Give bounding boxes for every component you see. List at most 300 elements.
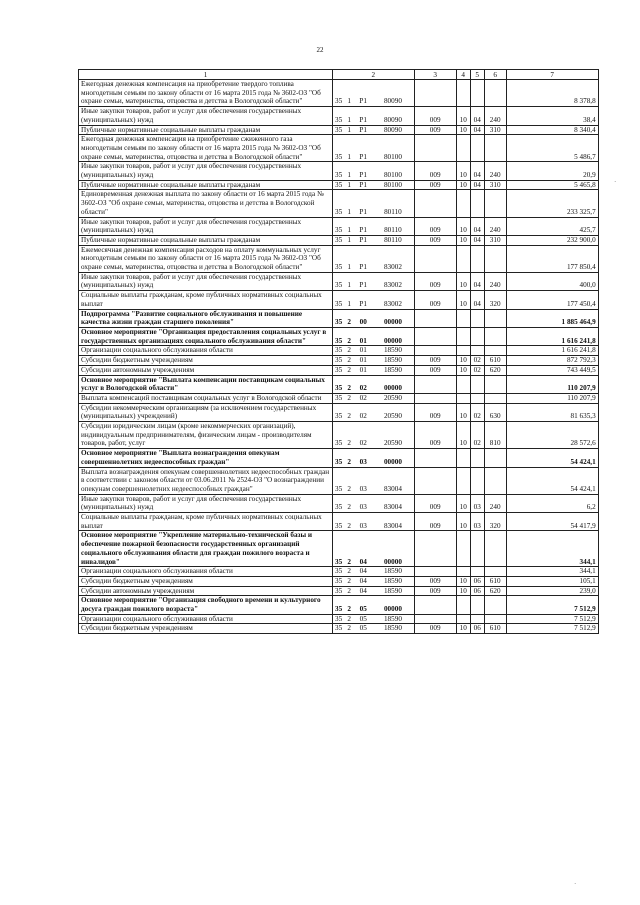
code-subprogram: 2 — [344, 422, 354, 449]
ministry-code — [414, 375, 456, 393]
expense-type-code: 240 — [484, 217, 506, 235]
ministry-code: 009 — [414, 180, 456, 190]
code-direction: 18590 — [372, 346, 414, 356]
code-program: 35 — [333, 180, 345, 190]
code-activity: 02 — [354, 375, 372, 393]
table-row — [79, 576, 599, 586]
table-row — [79, 403, 599, 421]
code-activity: Р1 — [354, 107, 372, 125]
code-subprogram: 1 — [344, 135, 354, 162]
code-direction: 80100 — [372, 180, 414, 190]
ministry-code: 009 — [414, 494, 456, 512]
ministry-code — [414, 596, 456, 614]
code-program: 35 — [333, 513, 345, 531]
expense-type-code — [484, 567, 506, 577]
ministry-code: 009 — [414, 356, 456, 366]
code-activity: 05 — [354, 614, 372, 624]
code-direction: 80100 — [372, 162, 414, 180]
amount-value: 344,1 — [506, 531, 598, 567]
section-code — [456, 375, 470, 393]
table-row — [79, 135, 599, 162]
code-program: 35 — [333, 531, 345, 567]
ministry-code: 009 — [414, 162, 456, 180]
code-activity: 02 — [354, 393, 372, 403]
subsection-code: 06 — [470, 576, 484, 586]
code-program: 35 — [333, 346, 345, 356]
subsection-code — [470, 614, 484, 624]
section-code — [456, 567, 470, 577]
code-direction: 80090 — [372, 107, 414, 125]
code-subprogram: 2 — [344, 309, 354, 327]
header-col-4: 4 — [456, 70, 470, 80]
margin-mark: · — [614, 178, 617, 186]
code-program: 35 — [333, 494, 345, 512]
code-activity: 01 — [354, 346, 372, 356]
section-code — [456, 190, 470, 217]
expense-type-code: 620 — [484, 365, 506, 375]
code-activity: 01 — [354, 327, 372, 345]
code-subprogram: 1 — [344, 162, 354, 180]
table-row — [79, 346, 599, 356]
expense-type-code — [484, 245, 506, 272]
expense-type-code: 620 — [484, 586, 506, 596]
section-code: 10 — [456, 586, 470, 596]
row-name: Публичные нормативные социальные выплаты гражданам — [79, 180, 333, 190]
expense-type-code: 240 — [484, 162, 506, 180]
ministry-code: 009 — [414, 272, 456, 290]
code-direction: 00000 — [372, 531, 414, 567]
code-activity: Р1 — [354, 190, 372, 217]
code-program: 35 — [333, 107, 345, 125]
section-code: 10 — [456, 217, 470, 235]
code-subprogram: 2 — [344, 449, 354, 467]
section-code: 10 — [456, 107, 470, 125]
expense-type-code: 240 — [484, 107, 506, 125]
table-row — [79, 531, 599, 567]
expense-type-code — [484, 614, 506, 624]
expense-type-code — [484, 327, 506, 345]
code-program: 35 — [333, 217, 345, 235]
code-activity: 04 — [354, 567, 372, 577]
code-direction: 18590 — [372, 576, 414, 586]
subsection-code — [470, 80, 484, 107]
section-code: 10 — [456, 162, 470, 180]
amount-value: 81 635,3 — [506, 403, 598, 421]
ministry-code: 009 — [414, 422, 456, 449]
ministry-code — [414, 135, 456, 162]
ministry-code — [414, 80, 456, 107]
code-subprogram: 2 — [344, 365, 354, 375]
section-code — [456, 596, 470, 614]
expense-type-code — [484, 393, 506, 403]
subsection-code: 04 — [470, 107, 484, 125]
code-subprogram: 1 — [344, 125, 354, 135]
expense-type-code: 310 — [484, 235, 506, 245]
code-program: 35 — [333, 576, 345, 586]
amount-value: 5 465,8 — [506, 180, 598, 190]
amount-value: 1 885 464,9 — [506, 309, 598, 327]
code-program: 35 — [333, 135, 345, 162]
code-direction: 18590 — [372, 624, 414, 634]
subsection-code: 03 — [470, 513, 484, 531]
row-name: Иные закупки товаров, работ и услуг для обеспечения государственных (муниципальных) нужд — [79, 494, 333, 512]
subsection-code — [470, 135, 484, 162]
amount-value: 8 378,8 — [506, 80, 598, 107]
code-direction: 00000 — [372, 449, 414, 467]
expense-type-code: 610 — [484, 356, 506, 366]
row-name: Субсидии бюджетным учреждениям — [79, 624, 333, 634]
expense-type-code: 810 — [484, 422, 506, 449]
row-name: Основное мероприятие "Выплата вознаграждения опекунам совершеннолетних недееспособных граждан" — [79, 449, 333, 467]
code-activity: Р1 — [354, 135, 372, 162]
ministry-code — [414, 467, 456, 494]
ministry-code — [414, 393, 456, 403]
subsection-code: 04 — [470, 217, 484, 235]
section-code — [456, 467, 470, 494]
row-name: Субсидии некоммерческим организациям (за исключением государственных (муниципальных) учреждений) — [79, 403, 333, 421]
code-activity: 03 — [354, 494, 372, 512]
amount-value: 5 486,7 — [506, 135, 598, 162]
code-subprogram: 1 — [344, 80, 354, 107]
row-name: Субсидии юридическим лицам (кроме некоммерческих организаций), индивидуальным предпринимателям, физическим лицам - производителям товаров, работ, услуг — [79, 422, 333, 449]
table-row — [79, 467, 599, 494]
code-program: 35 — [333, 586, 345, 596]
header-col-3: 3 — [414, 70, 456, 80]
code-program: 35 — [333, 291, 345, 309]
amount-value: 425,7 — [506, 217, 598, 235]
code-subprogram: 2 — [344, 346, 354, 356]
row-name: Социальные выплаты гражданам, кроме публичных нормативных социальных выплат — [79, 513, 333, 531]
amount-value: 1 616 241,8 — [506, 346, 598, 356]
code-program: 35 — [333, 567, 345, 577]
code-activity: Р1 — [354, 245, 372, 272]
amount-value: 232 900,0 — [506, 235, 598, 245]
row-name: Публичные нормативные социальные выплаты гражданам — [79, 235, 333, 245]
code-activity: Р1 — [354, 235, 372, 245]
code-direction: 00000 — [372, 309, 414, 327]
code-activity: 02 — [354, 403, 372, 421]
code-program: 35 — [333, 614, 345, 624]
page-number: 22 — [316, 46, 324, 54]
amount-value: 105,1 — [506, 576, 598, 586]
code-program: 35 — [333, 125, 345, 135]
amount-value: 54 417,9 — [506, 513, 598, 531]
expense-type-code — [484, 80, 506, 107]
table-row — [79, 125, 599, 135]
code-subprogram: 2 — [344, 586, 354, 596]
row-name: Организации социального обслуживания области — [79, 567, 333, 577]
row-name: Субсидии бюджетным учреждениям — [79, 356, 333, 366]
section-code — [456, 309, 470, 327]
row-name: Основное мероприятие "Выплата компенсации поставщикам социальных услуг в Вологодской области" — [79, 375, 333, 393]
ministry-code: 009 — [414, 586, 456, 596]
row-name: Иные закупки товаров, работ и услуг для обеспечения государственных (муниципальных) нужд — [79, 272, 333, 290]
code-direction: 20590 — [372, 393, 414, 403]
ministry-code: 009 — [414, 291, 456, 309]
header-row — [79, 70, 599, 80]
table-row — [79, 365, 599, 375]
row-name: Иные закупки товаров, работ и услуг для обеспечения государственных (муниципальных) нужд — [79, 107, 333, 125]
amount-value: 872 792,3 — [506, 356, 598, 366]
header-col-7: 7 — [506, 70, 598, 80]
table-row — [79, 107, 599, 125]
section-code — [456, 531, 470, 567]
amount-value: 28 572,6 — [506, 422, 598, 449]
table-row — [79, 393, 599, 403]
code-subprogram: 1 — [344, 217, 354, 235]
expense-type-code: 610 — [484, 624, 506, 634]
subsection-code: 04 — [470, 125, 484, 135]
code-direction: 80110 — [372, 235, 414, 245]
code-program: 35 — [333, 449, 345, 467]
expense-type-code — [484, 135, 506, 162]
row-name: Подпрограмма "Развитие социального обслуживания и повышение качества жизни граждан старшего поколения" — [79, 309, 333, 327]
section-code: 10 — [456, 513, 470, 531]
row-name: Ежегодная денежная компенсация на приобретение сжиженного газа многодетным семьям по закону области от 16 марта 2015 года № 3602-ОЗ "Об охране семьи, материнства, отцовства и детства в Вологодской области" — [79, 135, 333, 162]
ministry-code: 009 — [414, 107, 456, 125]
amount-value: 1 616 241,8 — [506, 327, 598, 345]
subsection-code — [470, 309, 484, 327]
amount-value: 7 512,9 — [506, 624, 598, 634]
subsection-code: 04 — [470, 180, 484, 190]
expense-type-code — [484, 375, 506, 393]
code-direction: 18590 — [372, 614, 414, 624]
subsection-code — [470, 393, 484, 403]
subsection-code: 06 — [470, 624, 484, 634]
row-name: Публичные нормативные социальные выплаты гражданам — [79, 125, 333, 135]
code-program: 35 — [333, 375, 345, 393]
row-name: Ежемесячная денежная компенсация расходов на оплату коммунальных услуг многодетным семьям по закону области от 16 марта 2015 года № 3602-ОЗ "Об охране семьи, материнства, отцовства и детства в Вологодской области" — [79, 245, 333, 272]
code-direction: 20590 — [372, 403, 414, 421]
section-code: 10 — [456, 576, 470, 586]
code-program: 35 — [333, 235, 345, 245]
ministry-code — [414, 190, 456, 217]
section-code: 10 — [456, 235, 470, 245]
section-code: 10 — [456, 125, 470, 135]
header-col-5: 5 — [470, 70, 484, 80]
code-program: 35 — [333, 245, 345, 272]
section-code — [456, 449, 470, 467]
ministry-code — [414, 531, 456, 567]
code-subprogram: 1 — [344, 107, 354, 125]
code-subprogram: 2 — [344, 624, 354, 634]
amount-value: 7 512,9 — [506, 614, 598, 624]
code-subprogram: 1 — [344, 190, 354, 217]
section-code — [456, 245, 470, 272]
row-name: Организации социального обслуживания области — [79, 346, 333, 356]
code-program: 35 — [333, 162, 345, 180]
code-activity: Р1 — [354, 180, 372, 190]
amount-value: 743 449,5 — [506, 365, 598, 375]
subsection-code: 02 — [470, 365, 484, 375]
row-name: Организации социального обслуживания области — [79, 614, 333, 624]
code-subprogram: 2 — [344, 531, 354, 567]
expense-type-code: 630 — [484, 403, 506, 421]
section-code — [456, 393, 470, 403]
code-program: 35 — [333, 190, 345, 217]
subsection-code — [470, 190, 484, 217]
code-activity: 01 — [354, 356, 372, 366]
ministry-code: 009 — [414, 365, 456, 375]
table-row — [79, 513, 599, 531]
ministry-code — [414, 449, 456, 467]
subsection-code — [470, 596, 484, 614]
subsection-code: 04 — [470, 162, 484, 180]
row-name: Выплата вознаграждения опекунам совершеннолетних недееспособных граждан в соответствии с законом области от 03.06.2011 № 2524-ОЗ "О вознаграждении опекунам совершеннолетних недееспособных граждан" — [79, 467, 333, 494]
expense-type-code — [484, 190, 506, 217]
code-program: 35 — [333, 327, 345, 345]
code-subprogram: 1 — [344, 235, 354, 245]
row-name: Иные закупки товаров, работ и услуг для обеспечения государственных (муниципальных) нужд — [79, 217, 333, 235]
expense-type-code: 320 — [484, 291, 506, 309]
code-program: 35 — [333, 422, 345, 449]
code-program: 35 — [333, 403, 345, 421]
section-code — [456, 80, 470, 107]
subsection-code: 03 — [470, 494, 484, 512]
expense-type-code — [484, 309, 506, 327]
code-activity: Р1 — [354, 162, 372, 180]
section-code: 10 — [456, 422, 470, 449]
code-direction: 83004 — [372, 494, 414, 512]
expense-type-code — [484, 531, 506, 567]
table-row — [79, 356, 599, 366]
subsection-code: 04 — [470, 235, 484, 245]
ministry-code: 009 — [414, 217, 456, 235]
table-row — [79, 180, 599, 190]
table-row — [79, 190, 599, 217]
row-name: Субсидии автономным учреждениям — [79, 365, 333, 375]
row-name: Основное мероприятие "Организация предоставления социальных услуг в государственных организациях социального обслуживания области" — [79, 327, 333, 345]
amount-value: 8 340,4 — [506, 125, 598, 135]
row-name: Выплата компенсаций поставщикам социальных услуг в Вологодской области — [79, 393, 333, 403]
expense-type-code: 310 — [484, 180, 506, 190]
section-code: 10 — [456, 365, 470, 375]
code-program: 35 — [333, 272, 345, 290]
ministry-code — [414, 346, 456, 356]
amount-value: 20,9 — [506, 162, 598, 180]
table-row — [79, 422, 599, 449]
section-code: 10 — [456, 180, 470, 190]
code-subprogram: 2 — [344, 513, 354, 531]
row-name: Единовременная денежная выплата по закону области от 16 марта 2015 года № 3602-ОЗ "Об охране семьи, материнства, отцовства и детства в Вологодской области" — [79, 190, 333, 217]
amount-value: 7 512,9 — [506, 596, 598, 614]
code-program: 35 — [333, 309, 345, 327]
code-activity: 03 — [354, 449, 372, 467]
code-activity: 02 — [354, 422, 372, 449]
amount-value: 400,0 — [506, 272, 598, 290]
expense-type-code: 240 — [484, 494, 506, 512]
code-subprogram: 2 — [344, 467, 354, 494]
subsection-code: 02 — [470, 422, 484, 449]
row-name: Ежегодная денежная компенсация на приобретение твердого топлива многодетным семьям по закону области от 16 марта 2015 года № 3602-ОЗ "Об охране семьи, материнства, отцовства и детства в Вологодской области" — [79, 80, 333, 107]
code-subprogram: 1 — [344, 180, 354, 190]
ministry-code: 009 — [414, 624, 456, 634]
table-row — [79, 375, 599, 393]
code-direction: 18590 — [372, 586, 414, 596]
subsection-code — [470, 567, 484, 577]
code-subprogram: 2 — [344, 494, 354, 512]
budget-table — [78, 69, 599, 634]
ministry-code — [414, 245, 456, 272]
table-row — [79, 567, 599, 577]
amount-value: 110 207,9 — [506, 393, 598, 403]
code-subprogram: 1 — [344, 272, 354, 290]
code-program: 35 — [333, 624, 345, 634]
ministry-code: 009 — [414, 125, 456, 135]
code-subprogram: 2 — [344, 596, 354, 614]
code-activity: 05 — [354, 596, 372, 614]
table-row — [79, 217, 599, 235]
amount-value: 177 850,4 — [506, 245, 598, 272]
code-subprogram: 2 — [344, 403, 354, 421]
code-subprogram: 2 — [344, 567, 354, 577]
code-activity: 01 — [354, 365, 372, 375]
section-code: 10 — [456, 272, 470, 290]
code-activity: Р1 — [354, 125, 372, 135]
section-code: 10 — [456, 624, 470, 634]
code-direction: 83004 — [372, 467, 414, 494]
amount-value: 344,1 — [506, 567, 598, 577]
code-direction: 18590 — [372, 356, 414, 366]
subsection-code — [470, 327, 484, 345]
subsection-code: 04 — [470, 272, 484, 290]
section-code: 10 — [456, 356, 470, 366]
code-direction: 80110 — [372, 217, 414, 235]
code-direction: 80110 — [372, 190, 414, 217]
section-code — [456, 135, 470, 162]
amount-value: 6,2 — [506, 494, 598, 512]
code-subprogram: 2 — [344, 356, 354, 366]
ministry-code — [414, 614, 456, 624]
code-subprogram: 2 — [344, 327, 354, 345]
subsection-code — [470, 346, 484, 356]
code-direction: 83002 — [372, 272, 414, 290]
amount-value: 38,4 — [506, 107, 598, 125]
ministry-code — [414, 327, 456, 345]
code-activity: 04 — [354, 586, 372, 596]
amount-value: 110 207,9 — [506, 375, 598, 393]
table-row — [79, 624, 599, 634]
code-activity: 05 — [354, 624, 372, 634]
code-direction: 80090 — [372, 125, 414, 135]
code-program: 35 — [333, 365, 345, 375]
ministry-code: 009 — [414, 235, 456, 245]
subsection-code — [470, 531, 484, 567]
code-direction: 00000 — [372, 375, 414, 393]
expense-type-code: 610 — [484, 576, 506, 586]
subsection-code: 06 — [470, 586, 484, 596]
code-activity: 04 — [354, 576, 372, 586]
margin-mark: · — [574, 880, 577, 888]
header-col-6: 6 — [484, 70, 506, 80]
expense-type-code: 240 — [484, 272, 506, 290]
subsection-code: 04 — [470, 291, 484, 309]
code-direction: 00000 — [372, 327, 414, 345]
code-direction: 80090 — [372, 80, 414, 107]
table-row — [79, 494, 599, 512]
code-program: 35 — [333, 596, 345, 614]
row-name: Субсидии бюджетным учреждениям — [79, 576, 333, 586]
code-subprogram: 2 — [344, 614, 354, 624]
row-name: Социальные выплаты гражданам, кроме публичных нормативных социальных выплат — [79, 291, 333, 309]
code-activity: Р1 — [354, 217, 372, 235]
expense-type-code — [484, 467, 506, 494]
code-subprogram: 1 — [344, 245, 354, 272]
expense-type-code: 320 — [484, 513, 506, 531]
amount-value: 54 424,1 — [506, 449, 598, 467]
code-activity: Р1 — [354, 291, 372, 309]
expense-type-code — [484, 449, 506, 467]
